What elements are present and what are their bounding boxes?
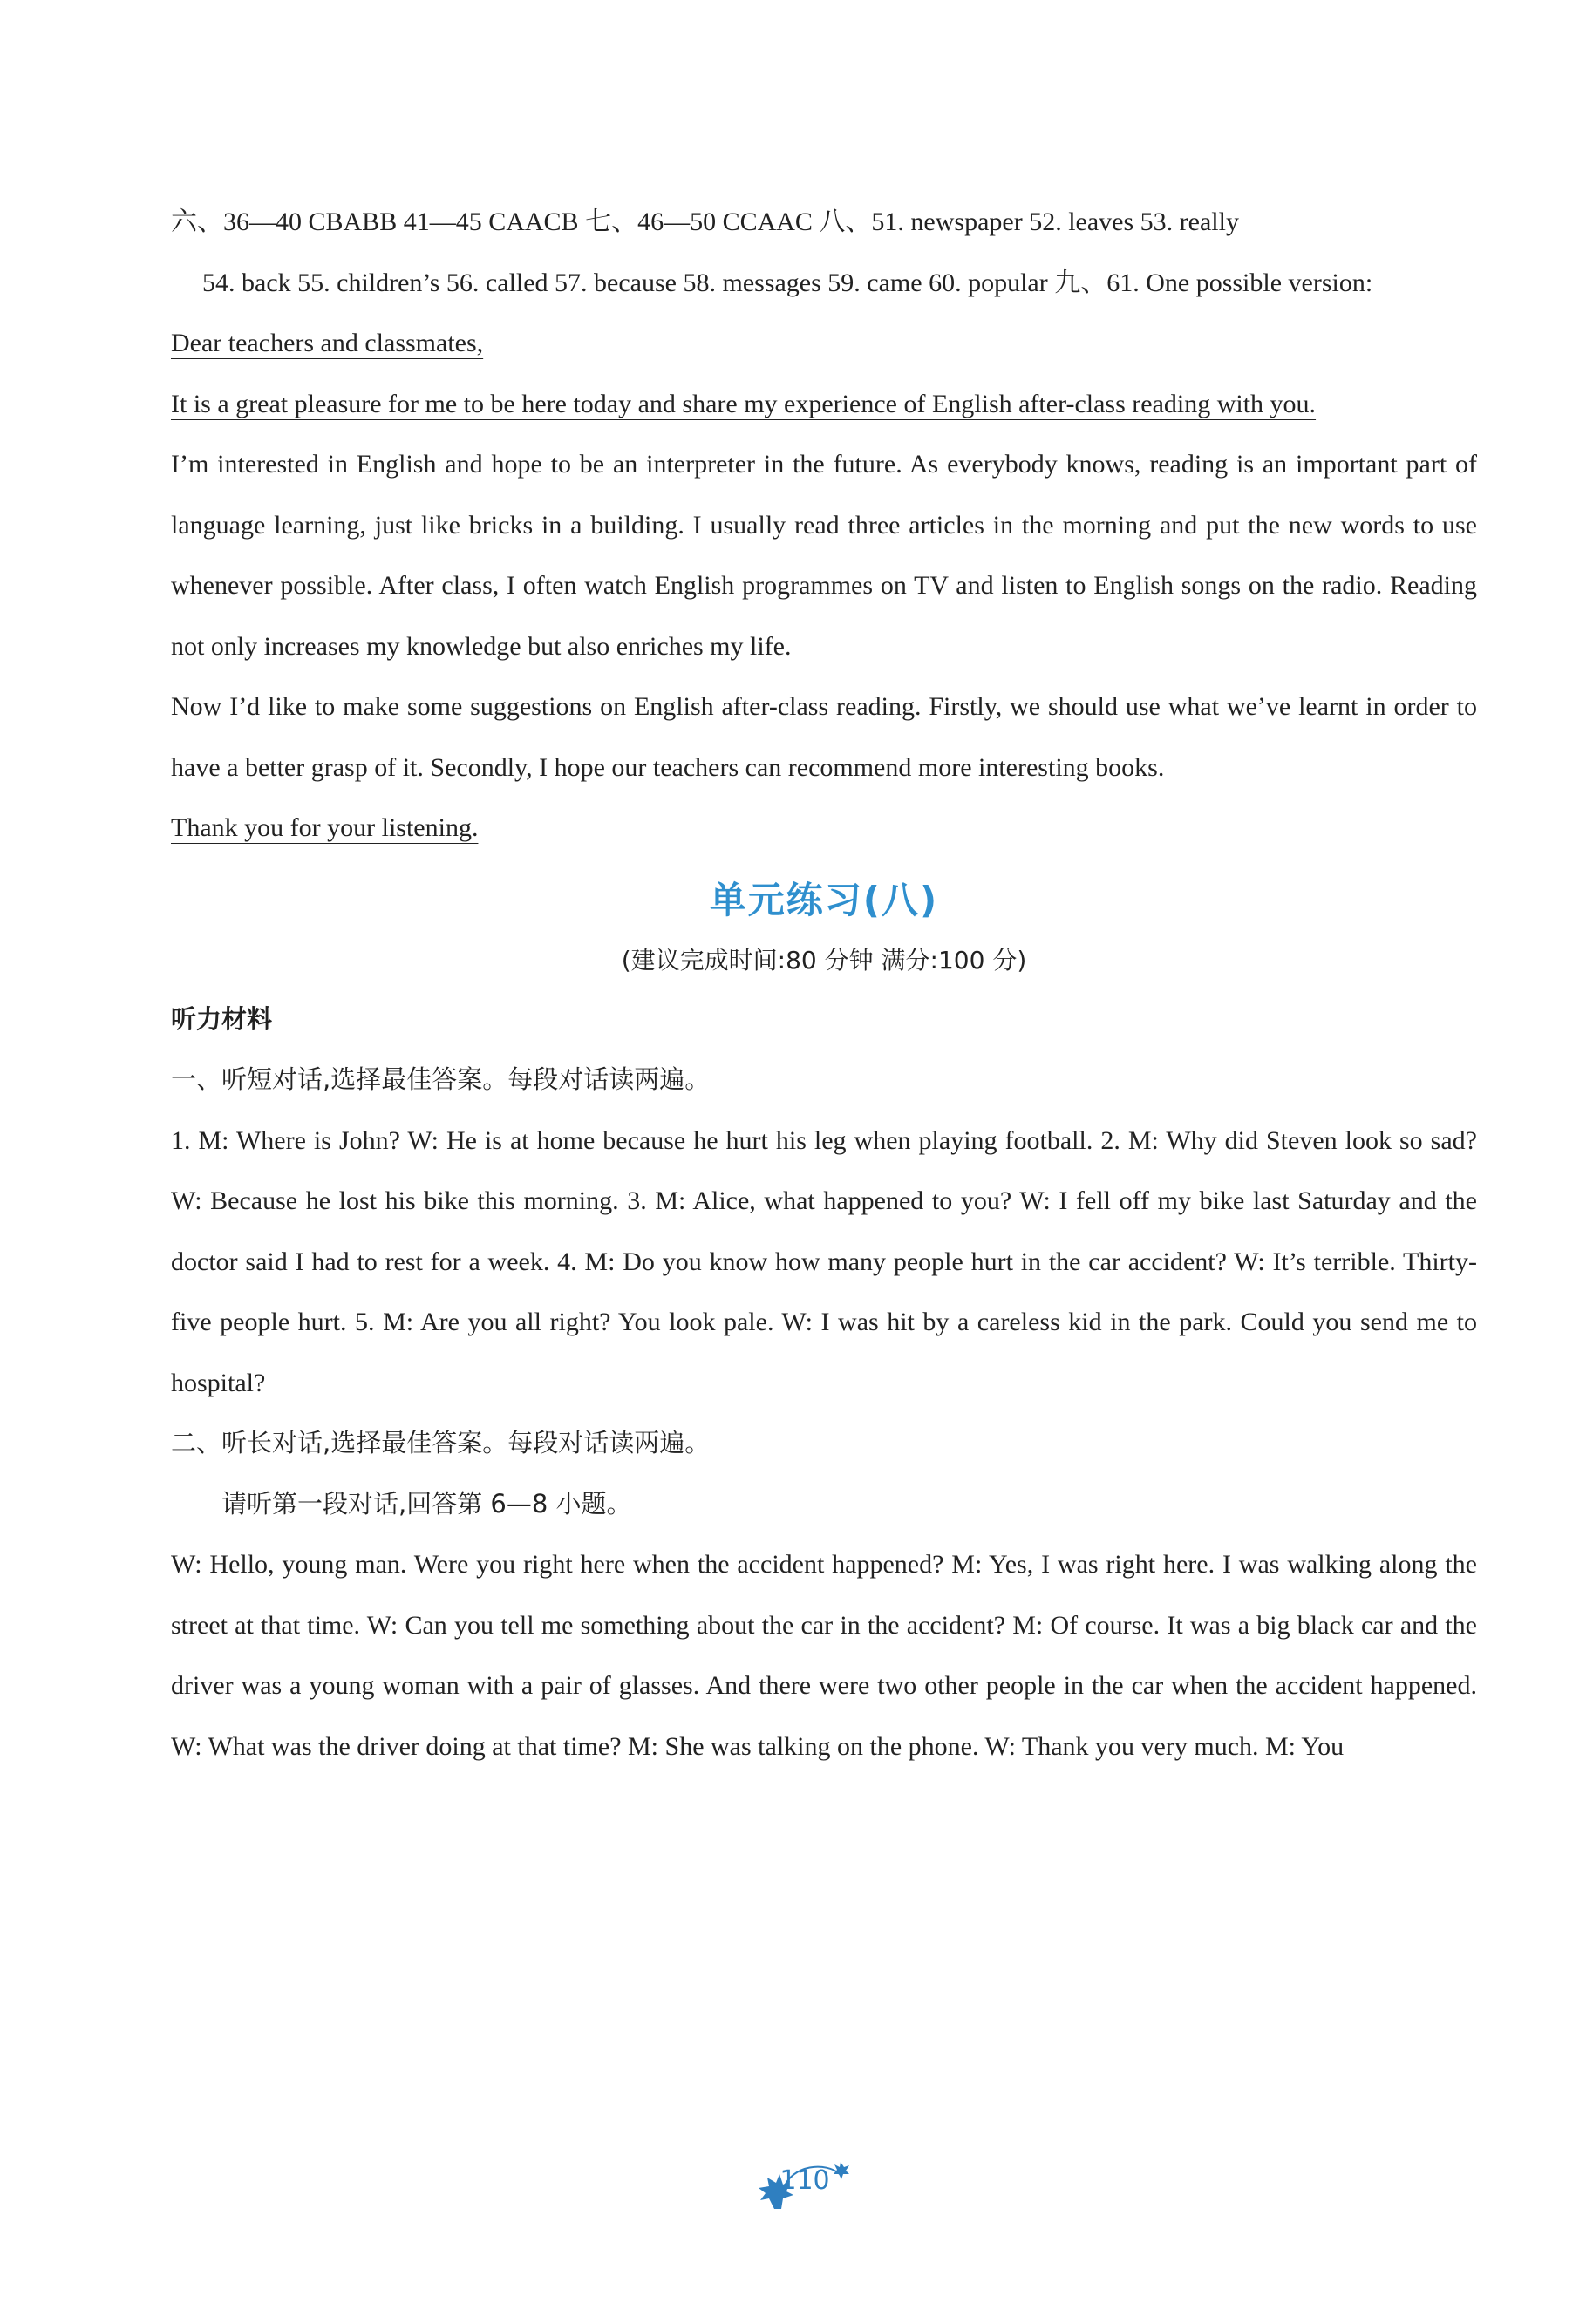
section-subtitle: (建议完成时间:80 分钟 满分:100 分) [621, 945, 1027, 975]
answer-key-line-1: 六、36—40 CBABB 41—45 CAACB 七、46—50 CCAAC 八、51. newspaper 52. leaves 53. really [171, 207, 1239, 236]
listening-part2-heading: 二、听长对话,选择最佳答案。每段对话读两遍。 [171, 1428, 711, 1458]
essay-paragraph-2: Now I’d like to make some suggestions on English after-class reading. Firstly, we should use what we’ve learnt in order to have a better grasp of it. Secondly, I hope our teachers can recommend more interesting books. [171, 692, 1477, 782]
listening-heading: 听力材料 [171, 1003, 273, 1034]
essay-opening [171, 374, 1477, 435]
essay-opening-text: It is a great pleasure for me to be here today and share my experience of English after-class reading with you. [171, 389, 1317, 418]
essay-greeting [171, 313, 1477, 374]
page-content [171, 192, 1477, 1777]
page-number: 110 [779, 2165, 830, 2196]
page-number-badge [757, 2155, 853, 2216]
listening-part1-heading: 一、听短对话,选择最佳答案。每段对话读两遍。 [171, 1064, 711, 1094]
section-title: 单元练习(八) [709, 878, 939, 921]
answer-key-line-2: 54. back 55. children’s 56. called 57. because 58. messages 59. came 60. popular 九、61. One possible version: [202, 268, 1373, 297]
listening-part1-text: 1. M: Where is John? W: He is at home because he hurt his leg when playing football. 2. M: Why did Steven look so sad? W: Because he lost his bike this morning. 3. M: Alice, what happened to you? W: I fell off my bike last Saturday and the doctor said I had to rest for a week. 4. M: Do you know how many people hurt in the car accident? W: It’s terrible. Thirty-five people hurt. 5. M: Are you all right? You look pale. W: I was hit by a careless kid in the park. Could you send me to hospital? [171, 1125, 1477, 1397]
listening-part2-intro: 请听第一段对话,回答第 6—8 小题。 [221, 1488, 632, 1519]
listening-part2-text: W: Hello, young man. Were you right here when the accident happened? M: Yes, I was right here. I was walking along the street at that time. W: Can you tell me something about the car in the accident? M: Of course. It was a big black car and the driver was a young woman with a pair of glasses. And there were two other people in the car when the accident happened. W: What was the driver doing at that time? M: She was talking on the phone. W: Thank you very much. M: You [171, 1550, 1477, 1761]
essay-closing-text: Thank you for your listening. [171, 813, 479, 842]
essay-paragraph-1: I’m interested in English and hope to be an interpreter in the future. As everybody knows, reading is an important part of language learning, just like bricks in a building. I usually read three articles in the morning and put the new words to use whenever possible. After class, I often watch English programmes on TV and listen to English songs on the radio. Reading not only increases my knowledge but also enriches my life. [171, 450, 1477, 661]
essay-greeting-text: Dear teachers and classmates, [171, 329, 484, 357]
essay-closing [171, 798, 1477, 859]
